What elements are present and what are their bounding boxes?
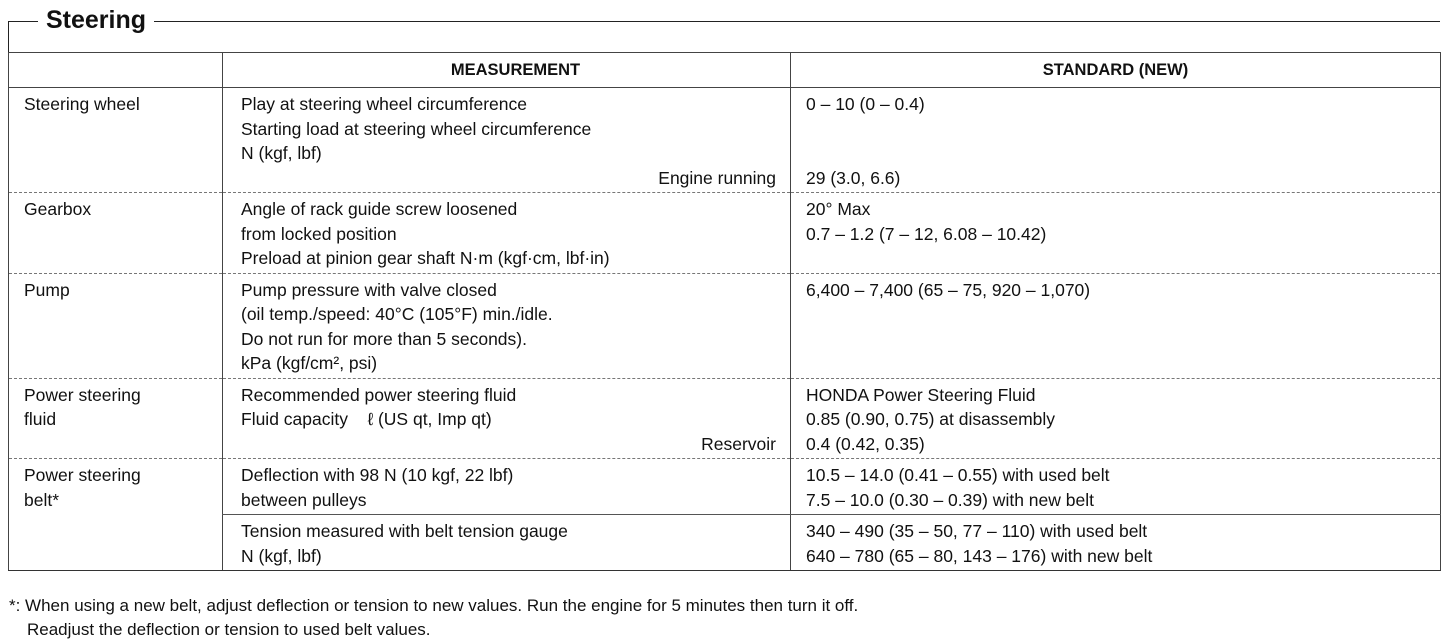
header-standard: STANDARD (NEW)	[791, 53, 1441, 88]
standard-line: 0.85 (0.90, 0.75) at disassembly	[806, 409, 1056, 429]
item-cell	[9, 273, 223, 378]
steering-spec-table	[8, 52, 1441, 571]
measurement-cell	[223, 273, 791, 378]
measurement-line: kPa (kgf/cm², psi)	[241, 353, 378, 373]
standard-line: HONDA Power Steering Fluid	[806, 384, 1036, 405]
item-cell	[9, 378, 223, 459]
standard-line: 20° Max	[806, 199, 871, 219]
item-label: Power steering	[24, 465, 141, 485]
table-row	[9, 193, 1441, 274]
standard-cell	[791, 88, 1441, 193]
table-row	[9, 459, 1441, 515]
measurement-line: Angle of rack guide screw loosened	[241, 199, 518, 219]
measurement-line: Play at steering wheel circumference	[241, 94, 527, 114]
item-cell	[9, 459, 223, 571]
item-cell	[9, 88, 223, 193]
measurement-line: Do not run for more than 5 seconds).	[241, 328, 527, 349]
table-header-row	[9, 53, 1441, 88]
measurement-line: between pulleys	[241, 489, 367, 510]
measurement-cell	[223, 515, 791, 571]
item-label: Steering wheel	[24, 94, 140, 114]
measurement-line: Recommended power steering fluid	[241, 384, 517, 405]
measurement-line: Preload at pinion gear shaft N·m (kgf·cm, lbf·in)	[241, 248, 610, 268]
header-item	[9, 53, 223, 88]
standard-line: 640 – 780 (65 – 80, 143 – 176) with new belt	[806, 545, 1153, 566]
measurement-cell	[223, 88, 791, 193]
measurement-condition: Engine running	[658, 167, 776, 188]
standard-line: 0 – 10 (0 – 0.4)	[806, 94, 925, 114]
standard-cell	[791, 273, 1441, 378]
measurement-line: (oil temp./speed: 40°C (105°F) min./idle.	[241, 304, 553, 324]
measurement-line: Fluid capacity ℓ (US qt, Imp qt)	[241, 409, 492, 429]
item-cell	[9, 193, 223, 274]
measurement-cell	[223, 193, 791, 274]
standard-line: 0.7 – 1.2 (7 – 12, 6.08 – 10.42)	[806, 223, 1047, 244]
standard-cell	[791, 515, 1441, 571]
item-label: fluid	[24, 409, 57, 429]
table-row	[9, 88, 1441, 193]
standard-line: 0.4 (0.42, 0.35)	[806, 433, 925, 454]
measurement-cell	[223, 459, 791, 515]
standard-line	[806, 117, 1426, 142]
measurement-line: N (kgf, lbf)	[241, 143, 322, 163]
table-row	[9, 378, 1441, 459]
standard-line: 340 – 490 (35 – 50, 77 – 110) with used belt	[806, 521, 1148, 541]
standard-line: 6,400 – 7,400 (65 – 75, 920 – 1,070)	[806, 279, 1091, 300]
standard-line: 29 (3.0, 6.6)	[806, 167, 901, 188]
item-label: belt*	[24, 489, 60, 510]
footnote-line: Readjust the deflection or tension to used belt values.	[27, 620, 431, 639]
standard-line	[806, 141, 1426, 166]
item-label: Pump	[24, 279, 70, 300]
measurement-cell	[223, 378, 791, 459]
footnote	[9, 594, 858, 642]
table-row	[9, 273, 1441, 378]
standard-cell	[791, 193, 1441, 274]
measurement-line: Pump pressure with valve closed	[241, 279, 497, 300]
item-label: Gearbox	[24, 199, 92, 219]
measurement-condition: Reservoir	[701, 433, 776, 454]
measurement-line: Starting load at steering wheel circumference	[241, 118, 592, 139]
title-rule	[8, 21, 1440, 22]
measurement-line: N (kgf, lbf)	[241, 545, 322, 566]
footnote-line: *: When using a new belt, adjust deflection or tension to new values. Run the engine for 5 minutes then turn it off.	[9, 596, 859, 615]
measurement-line: from locked position	[241, 223, 397, 244]
measurement-line: Deflection with 98 N (10 kgf, 22 lbf)	[241, 465, 514, 485]
header-measurement: MEASUREMENT	[223, 53, 791, 88]
measurement-line: Tension measured with belt tension gauge	[241, 521, 568, 541]
standard-cell	[791, 378, 1441, 459]
title-rule-left	[8, 21, 9, 54]
section-title: Steering	[38, 4, 154, 36]
table-row	[9, 515, 1441, 571]
standard-cell	[791, 459, 1441, 515]
item-label: Power steering	[24, 384, 141, 405]
standard-line: 10.5 – 14.0 (0.41 – 0.55) with used belt	[806, 465, 1110, 485]
standard-line: 7.5 – 10.0 (0.30 – 0.39) with new belt	[806, 489, 1094, 510]
